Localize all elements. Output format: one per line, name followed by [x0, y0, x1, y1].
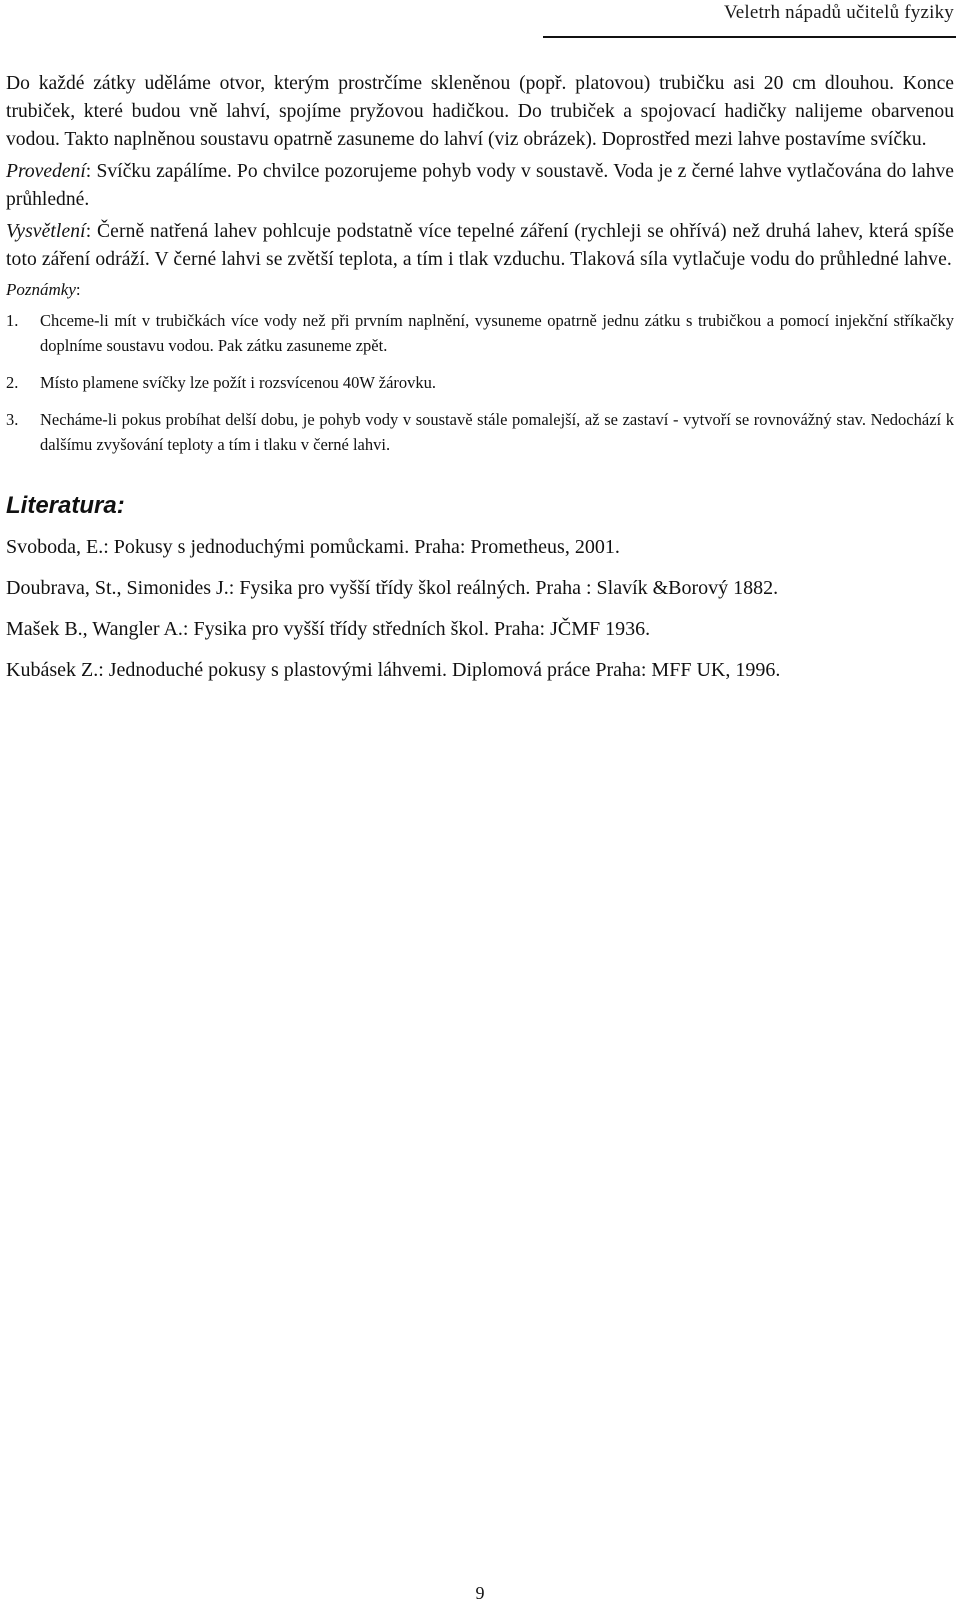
reference-item: Kubásek Z.: Jednoduché pokusy s plastovými láhvemi. Diplomová práce Praha: MFF UK, 1996.: [6, 659, 781, 681]
provedeni-text: : Svíčku zapálíme. Po chvilce pozorujeme pohyb vody v soustavě. Voda je z černé lahve vytlačována do lahve průhledné.: [6, 161, 954, 210]
note-text: Místo plamene svíčky lze požít i rozsvícenou 40W žárovku.: [40, 373, 437, 392]
page-number: 9: [475, 1583, 485, 1603]
note-text: Chceme-li mít v trubičkách více vody než při prvním naplnění, vysuneme opatrně jednu zátku s trubičkou a pomocí injekční stříkačky doplníme soustavu vodou. Pak zátku zasuneme zpět.: [40, 311, 954, 355]
notes-label: Poznámky: [6, 280, 76, 299]
provedeni-paragraph: [6, 158, 954, 214]
vysvetleni-label: Vysvětlení: [6, 221, 86, 242]
header-title: Veletrh nápadů učitelů fyziky: [723, 2, 954, 23]
note-text: Necháme-li pokus probíhat delší dobu, je pohyb vody v soustavě stále pomalejší, až se zastaví - vytvoří se rovnovážný stav. Nedochází k dalšímu zvyšování teploty a tím i tlaku v černé lahvi.: [40, 410, 954, 454]
note-number: 1.: [6, 311, 19, 330]
provedeni-label: Provedení: [6, 161, 86, 182]
note-number: 2.: [6, 373, 19, 392]
note-number: 3.: [6, 410, 19, 429]
note-item: [6, 407, 954, 457]
note-item: [6, 308, 954, 358]
note-item: [6, 370, 954, 395]
notes-colon: :: [75, 280, 81, 299]
vysvetleni-paragraph: [6, 218, 954, 274]
notes-heading: [6, 278, 954, 302]
reference-item: Doubrava, St., Simonides J.: Fysika pro vyšší třídy škol reálných. Praha : Slavík &Borový 1882.: [6, 577, 779, 599]
literature-heading: Literatura:: [6, 492, 125, 519]
reference-item: Mašek B., Wangler A.: Fysika pro vyšší třídy středních škol. Praha: JČMF 1936.: [6, 618, 651, 640]
intro-paragraph: Do každé zátky uděláme otvor, kterým prostrčíme skleněnou (popř. platovou) trubičku asi 20 cm dlouhou. Konce trubiček, které budou vně lahví, spojíme pryžovou hadičkou. Do trubiček a spojovací hadičky nalijeme obarvenou vodou. Takto naplněnou soustavu opatrně zasuneme do lahví (viz obrázek). Doprostřed mezi lahve postavíme svíčku.: [6, 73, 954, 150]
reference-item: Svoboda, E.: Pokusy s jednoduchými pomůckami. Praha: Prometheus, 2001.: [6, 536, 620, 558]
page-header: [0, 0, 960, 40]
header-rule: [543, 36, 956, 38]
vysvetleni-text: : Černě natřená lahev pohlcuje podstatně více tepelné záření (rychleji se ohřívá) než druhá lahev, která spíše toto záření odráží. V černé lahvi se zvětší teplota, a tím i tlak vzduchu. Tlaková síla vytlačuje vodu do průhledné lahve.: [6, 221, 954, 270]
page-content: [6, 70, 954, 697]
